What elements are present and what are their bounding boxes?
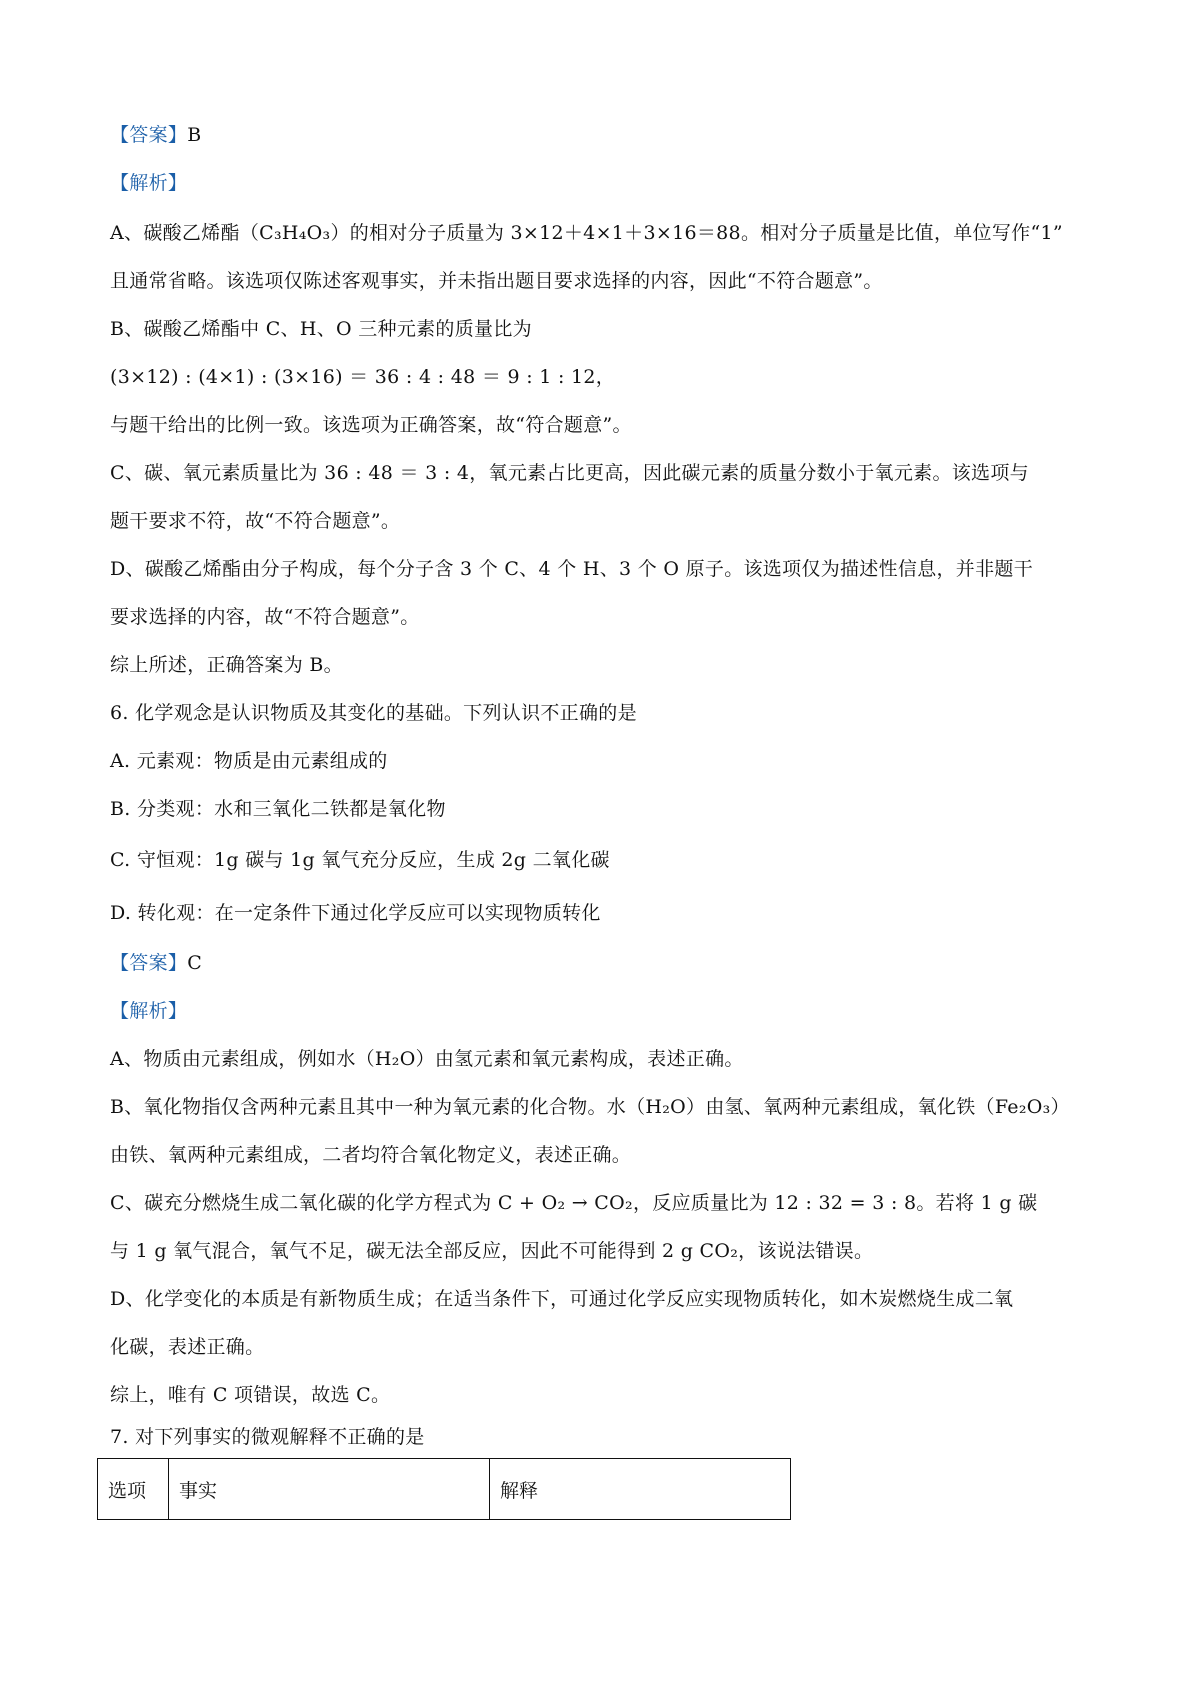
q6-analysis-line: 由铁、氧两种元素组成，二者均符合氧化物定义，表述正确。: [110, 1144, 632, 1166]
q7-table: [97, 1458, 791, 1520]
q6-analysis-label: 【解析】: [110, 1000, 188, 1022]
table-header-cell: 事实: [169, 1459, 490, 1520]
q6-option-d: D. 转化观：在一定条件下通过化学反应可以实现物质转化: [110, 902, 601, 924]
q5-analysis-line: A、碳酸乙烯酯（C₃H₄O₃）的相对分子质量为 3×12＋4×1＋3×16＝88。相对分子质量是比值，单位写作“1”: [110, 222, 1063, 244]
q5-analysis-line: 要求选择的内容，故“不符合题意”。: [110, 606, 420, 628]
q6-analysis-line: 化碳，表述正确。: [110, 1336, 265, 1358]
q5-answer: [110, 122, 201, 148]
q6-analysis-line: D、化学变化的本质是有新物质生成；在适当条件下，可通过化学反应实现物质转化，如木炭燃烧生成二氧: [110, 1288, 1014, 1310]
q6-analysis-line: B、氧化物指仅含两种元素且其中一种为氧元素的化合物。水（H₂O）由氢、氧两种元素组成，氧化铁（Fe₂O₃）: [110, 1096, 1070, 1118]
q5-summary: 综上所述，正确答案为 B。: [110, 654, 343, 676]
answer-value: B: [187, 124, 202, 146]
q7-stem: 7. 对下列事实的微观解释不正确的是: [110, 1426, 425, 1448]
answer-value: C: [187, 952, 203, 974]
q5-analysis-line: 且通常省略。该选项仅陈述客观事实，并未指出题目要求选择的内容，因此“不符合题意”。: [110, 270, 883, 292]
q5-analysis-line: 与题干给出的比例一致。该选项为正确答案，故“符合题意”。: [110, 414, 632, 436]
q5-analysis-line: C、碳、氧元素质量比为 36 : 48 ＝ 3 : 4，氧元素占比更高，因此碳元素的质量分数小于氧元素。该选项与: [110, 462, 1029, 484]
q6-analysis-line: C、碳充分燃烧生成二氧化碳的化学方程式为 C + O₂ → CO₂，反应质量比为 12 : 32 = 3 : 8。若将 1 g 碳: [110, 1192, 1038, 1214]
answer-label: 【答案】: [110, 124, 188, 146]
table-header-cell: 解释: [490, 1459, 791, 1520]
q6-stem: 6. 化学观念是认识物质及其变化的基础。下列认识不正确的是: [110, 702, 637, 724]
q6-answer: [110, 950, 202, 976]
q5-analysis-line: 题干要求不符，故“不符合题意”。: [110, 510, 401, 532]
q6-analysis-line: 与 1 g 氧气混合，氧气不足，碳无法全部反应，因此不可能得到 2 g CO₂，该说法错误。: [110, 1240, 874, 1262]
table-header-row: [98, 1459, 791, 1520]
q6-option-c: C. 守恒观：1g 碳与 1g 氧气充分反应，生成 2g 二氧化碳: [110, 849, 610, 871]
table-header-cell: 选项: [98, 1459, 169, 1520]
q5-analysis-label: 【解析】: [110, 172, 188, 194]
q5-analysis-line: (3×12) : (4×1) : (3×16) ＝ 36 : 4 : 48 ＝ 9 : 1 : 12，: [110, 366, 616, 388]
q6-option-b: B. 分类观：水和三氧化二铁都是氧化物: [110, 798, 446, 820]
answer-label: 【答案】: [110, 952, 188, 974]
q5-analysis-line: B、碳酸乙烯酯中 C、H、O 三种元素的质量比为: [110, 318, 532, 340]
q6-summary: 综上，唯有 C 项错误，故选 C。: [110, 1384, 391, 1406]
q5-analysis-line: D、碳酸乙烯酯由分子构成，每个分子含 3 个 C、4 个 H、3 个 O 原子。该选项仅为描述性信息，并非题干: [110, 558, 1034, 580]
q6-analysis-line: A、物质由元素组成，例如水（H₂O）由氢元素和氧元素构成，表述正确。: [110, 1048, 744, 1070]
q6-option-a: A. 元素观：物质是由元素组成的: [110, 750, 388, 772]
